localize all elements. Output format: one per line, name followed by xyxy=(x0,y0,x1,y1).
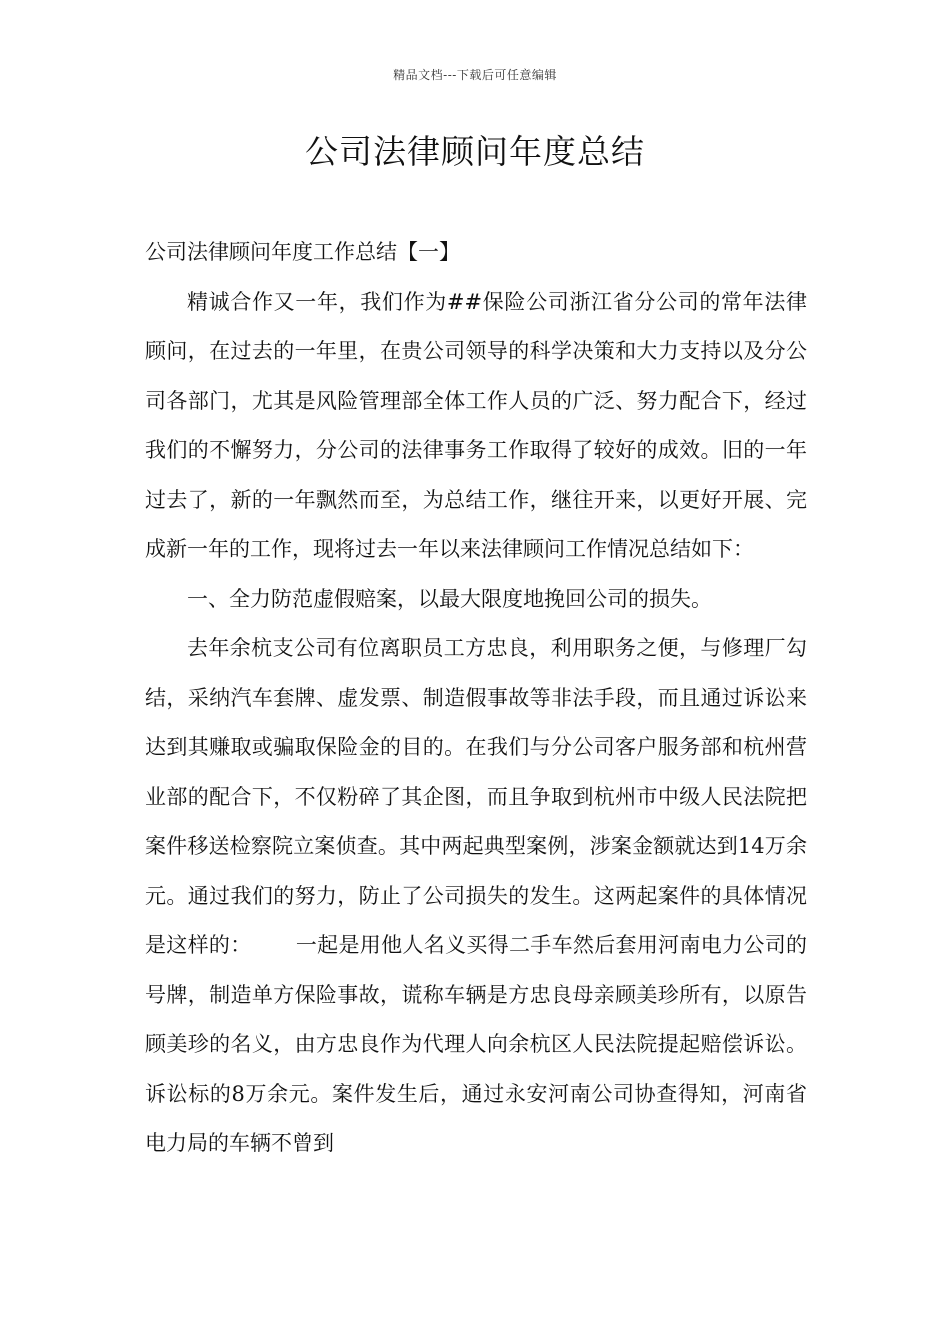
paragraph xyxy=(145,624,807,1169)
document-title: 公司法律顾问年度总结 xyxy=(305,132,645,171)
paragraph: 精诚合作又一年，我们作为##保险公司浙江省分公司的常年法律顾问，在过去的一年里，在贵公司领导的科学决策和大力支持以及分公司各部门，尤其是风险管理部全体工作人员的广泛、努力配合下，经过我们的不懈努力，分公司的法律事务工作取得了较好的成效。旧的一年过去了，新的一年飘然而至，为总结工作，继往开来，以更好开展、完成新一年的工作，现将过去一年以来法律顾问工作情况总结如下： xyxy=(145,289,807,561)
section-heading: 公司法律顾问年度工作总结【一】 xyxy=(145,240,460,264)
paragraph: 一、全力防范虚假赔案，以最大限度地挽回公司的损失。 xyxy=(187,586,712,611)
header-note: 精品文档---下载后可任意编辑 xyxy=(393,68,557,82)
document-body xyxy=(145,228,807,1169)
paragraph-text: 去年余杭支公司有位离职员工方忠良，利用职务之便，与修理厂勾结，采纳汽车套牌、虚发票、制造假事故等非法手段，而且通过诉讼来达到其赚取或骗取保险金的目的。在我们与分公司客户服务部和杭州营业部的配合下，不仅粉碎了其企图，而且争取到杭州市中级人民法院把案件移送检察院立案侦查。其中两起典型案例，涉案金额就达到14万余元。通过我们的努力，防止了公司损失的发生。这两起案件的具体情况是这样的： xyxy=(145,636,807,957)
paragraph-text: 一起是用他人名义买得二手车然后套用河南电力公司的号牌，制造单方保险事故，谎称车辆是方忠良母亲顾美珍所有，以原告顾美珍的名义，由方忠良作为代理人向余杭区人民法院提起赔偿诉讼。诉讼标的8万余元。案件发生后，通过永安河南公司协查得知，河南省电力局的车辆不曾到 xyxy=(145,933,808,1155)
